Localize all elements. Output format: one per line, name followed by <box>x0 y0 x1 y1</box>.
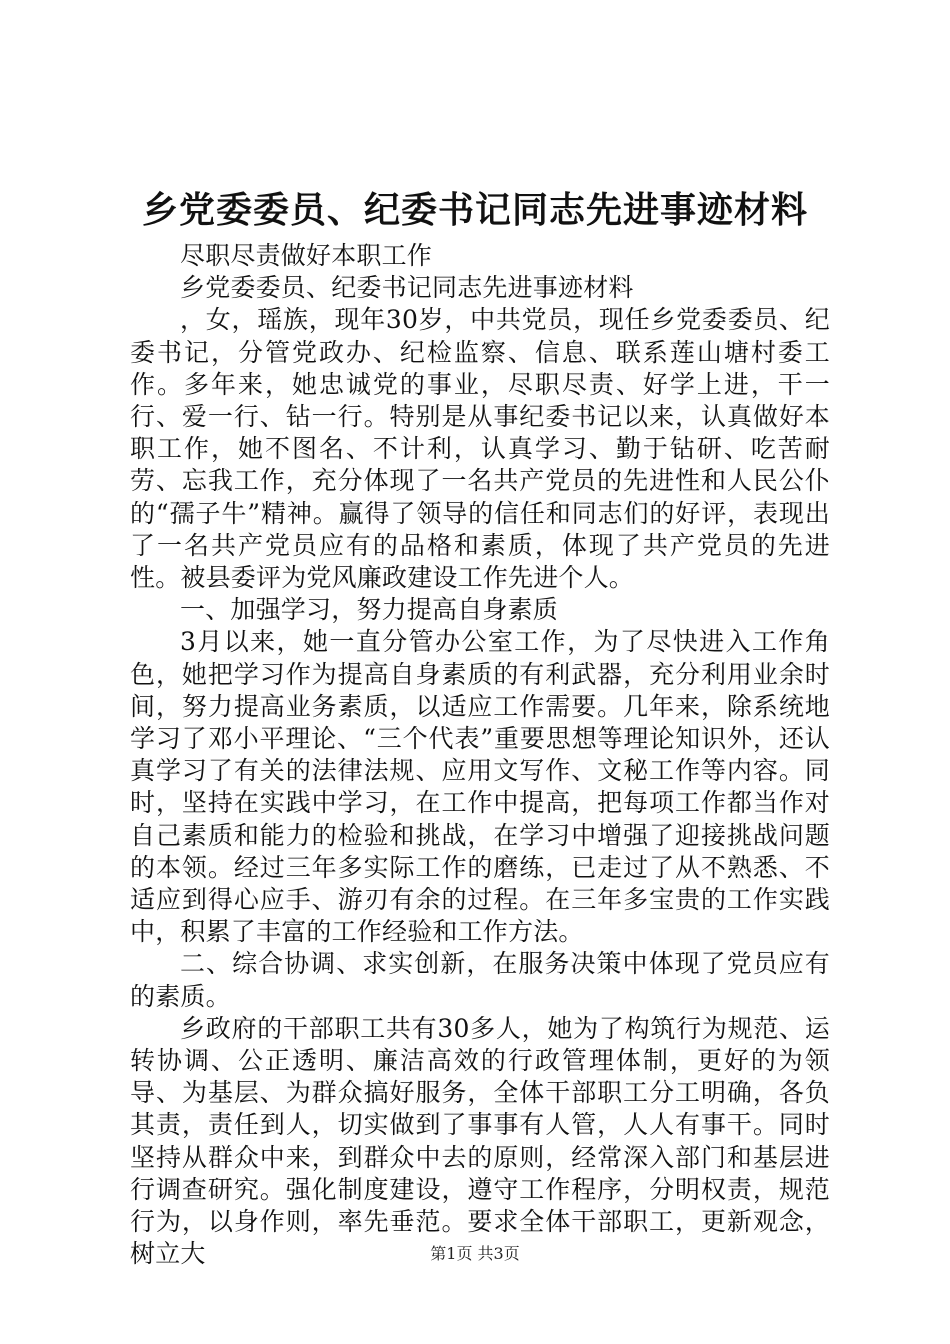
section-heading-1: 一、加强学习，努力提高自身素质 <box>180 595 559 625</box>
section-2-paragraph: 乡政府的干部职工共有30多人，她为了构筑行为规范、运转协调、公正透明、廉洁高效的行政管理体制，更好的为领导、为基层、为群众搞好服务，全体干部职工分工明确，各负其责，责任到人，切实做到了事事有人管，人人有事干。同时坚持从群众中来，到群众中去的原则，经常深入部门和基层进行调查研究。强化制度建设，遵守工作程序，分明权责，规范行为，以身作则，率先垂范。要求全体干部职工，更新观念，树立大 <box>130 1013 830 1269</box>
heading-repeat-paragraph: 乡党委委员、纪委书记同志先进事迹材料 <box>180 273 634 303</box>
section-1-paragraph: 3月以来，她一直分管办公室工作，为了尽快进入工作角色，她把学习作为提高自身素质的有利武器，充分利用业余时间，努力提高业务素质，以适应工作需要。几年来，除系统地学习了邓小平理论、“三个代表”重要思想等理论知识外，还认真学习了有关的法律法规、应用文写作、文秘工作等内容。同时，坚持在实践中学习，在工作中提高，把每项工作都当作对自己素质和能力的检验和挑战，在学习中增强了迎接挑战问题的本领。经过三年多实际工作的磨练，已走过了从不熟悉、不适应到得心应手、游刃有余的过程。在三年多宝贵的工作实践中，积累了丰富的工作经验和工作方法。 <box>130 627 830 947</box>
intro-paragraph: ，女，瑶族，现年30岁，中共党员，现任乡党委委员、纪委书记，分管党政办、纪检监察、信息、联系莲山塘村委工作。多年来，她忠诚党的事业，尽职尽责、好学上进，干一行、爱一行、钻一行。特别是从事纪委书记以来，认真做好本职工作，她不图名、不计利，认真学习、勤于钻研、吃苦耐劳、忘我工作，充分体现了一名共产党员的先进性和人民公仆的“孺子牛”精神。赢得了领导的信任和同志们的好评，表现出了一名共产党员应有的品格和素质，体现了共产党员的先进性。被县委评为党风廉政建设工作先进个人。 <box>130 305 830 593</box>
subtitle-paragraph: 尽职尽责做好本职工作 <box>180 241 433 270</box>
document-title: 乡党委委员、纪委书记同志先进事迹材料 <box>141 189 808 231</box>
page-number-footer: 第1页 共3页 <box>430 1244 520 1263</box>
document-body <box>130 240 830 1271</box>
section-heading-2: 二、综合协调、求实创新，在服务决策中体现了党员应有的素质。 <box>130 949 830 1011</box>
